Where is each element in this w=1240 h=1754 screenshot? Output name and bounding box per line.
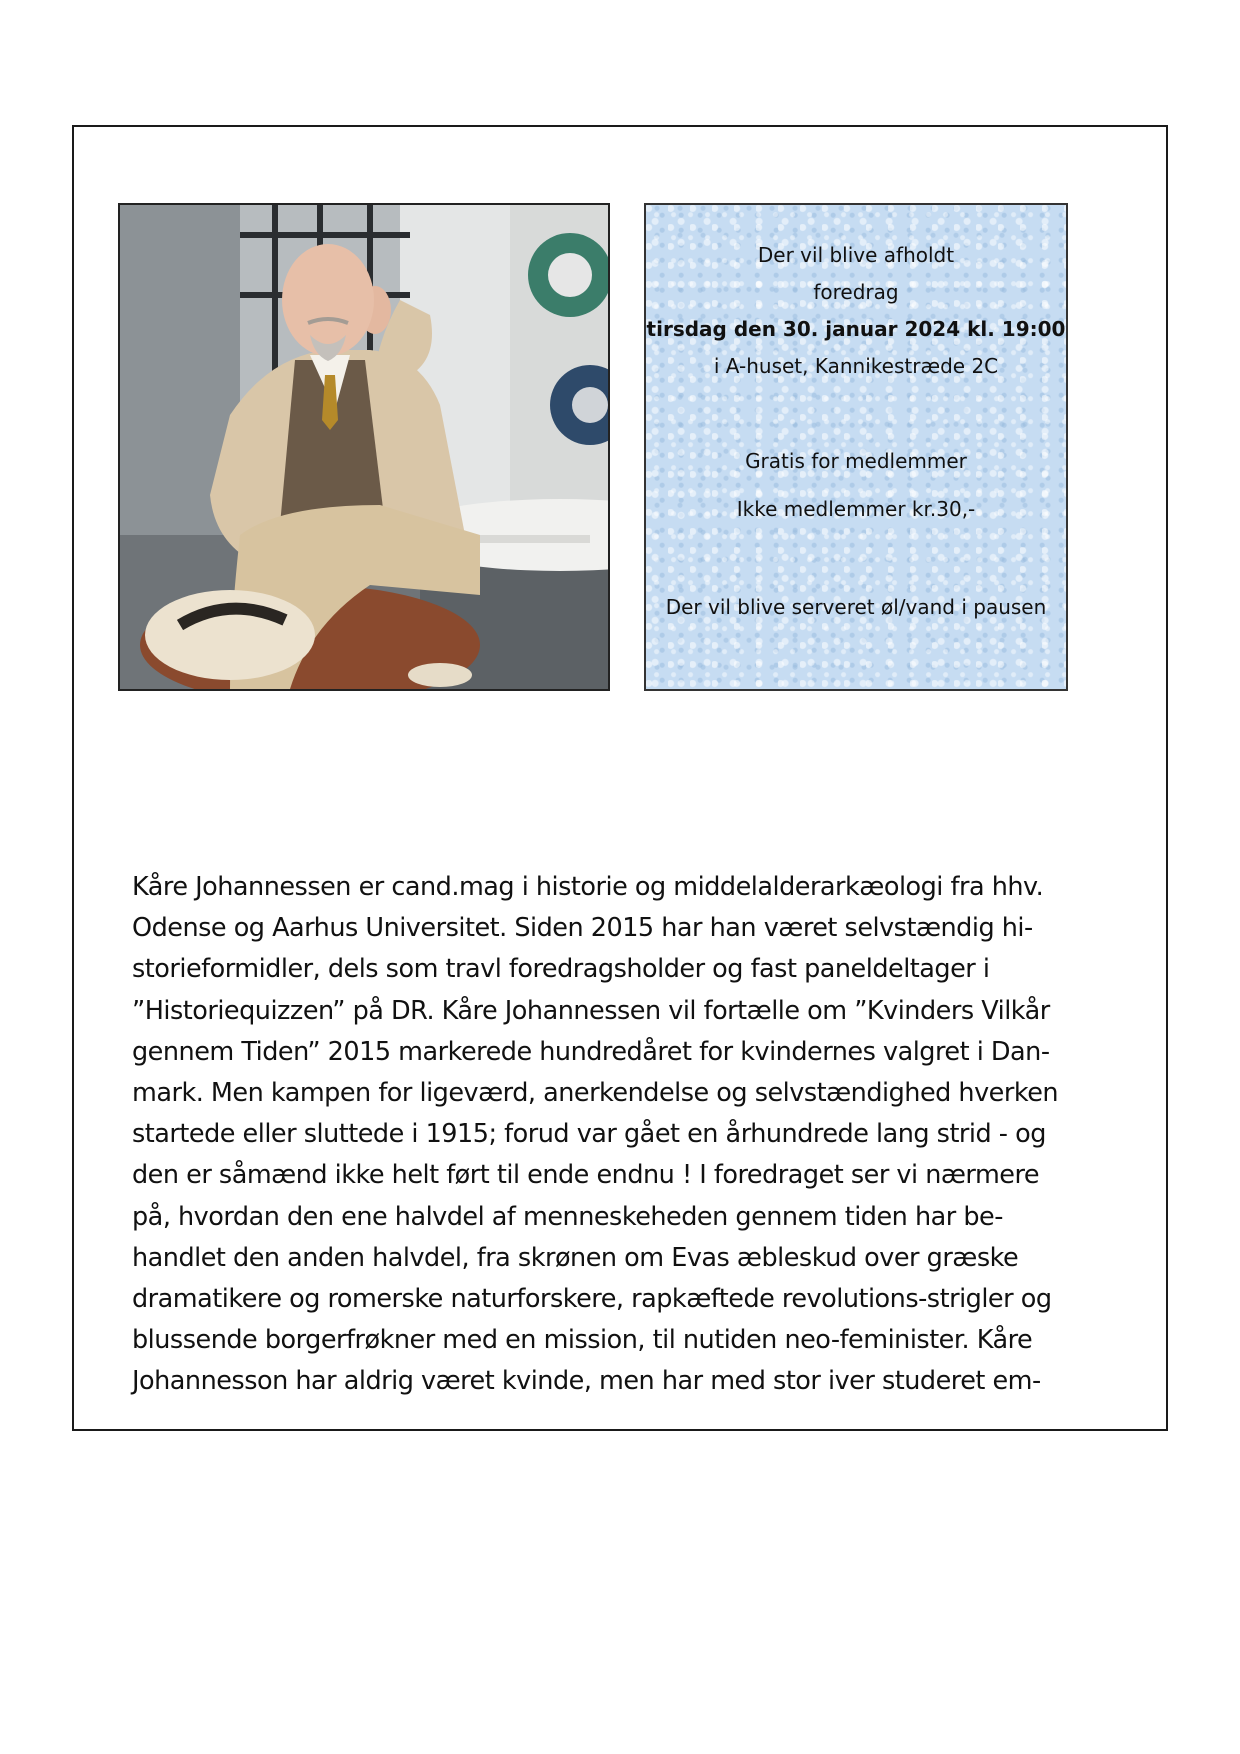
- event-info-box: [644, 203, 1068, 691]
- info-line-date: tirsdag den 30. januar 2024 kl. 19:00: [646, 317, 1066, 341]
- description-line: dramatikere og romerske naturforskere, rapkæftede revolutions-strigler og: [132, 1284, 1052, 1315]
- description-line: storieformidler, dels som travl foredragsholder og fast paneldeltager i: [132, 954, 990, 985]
- info-line-intro: Der vil blive afholdt: [757, 243, 955, 267]
- info-line-free-members: Gratis for medlemmer: [745, 449, 967, 473]
- description-line: startede eller sluttede i 1915; forud var gået en århundrede lang strid - og: [132, 1119, 1046, 1150]
- description-line: mark. Men kampen for ligeværd, anerkendelse og selvstændighed hverken: [132, 1078, 1059, 1109]
- description-line: ”Historiequizzen” på DR. Kåre Johannessen vil fortælle om ”Kvinders Vilkår: [132, 995, 1050, 1026]
- description-line: handlet den anden halvdel, fra skrønen om Evas æbleskud over græske: [132, 1242, 1019, 1273]
- info-line-refreshments: Der vil blive serveret øl/vand i pausen: [665, 595, 1047, 619]
- description-line: på, hvordan den ene halvdel af menneskeheden gennem tiden har be-: [132, 1201, 1003, 1232]
- description-line: den er såmænd ikke helt ført til ende endnu ! I foredraget ser vi nærmere: [132, 1160, 1040, 1191]
- description-line: Johannesson har aldrig været kvinde, men har med stor iver studeret em-: [132, 1366, 1041, 1397]
- speaker-photo: [118, 203, 610, 691]
- lecture-description: [132, 867, 1142, 1403]
- description-line: Odense og Aarhus Universitet. Siden 2015 har han været selvstændig hi-: [132, 913, 1033, 944]
- description-line: gennem Tiden” 2015 markerede hundredåret for kvindernes valgret i Dan-: [132, 1036, 1050, 1067]
- description-line: Kåre Johannessen er cand.mag i historie og middelalderarkæologi fra hhv.: [132, 872, 1044, 902]
- info-line-nonmember-price: Ikke medlemmer kr.30,-: [736, 497, 976, 521]
- description-line: blussende borgerfrøkner med en mission, til nutiden neo-feminister. Kåre: [132, 1325, 1033, 1356]
- info-line-venue: i A-huset, Kannikestræde 2C: [713, 354, 999, 378]
- info-line-type: foredrag: [813, 280, 899, 304]
